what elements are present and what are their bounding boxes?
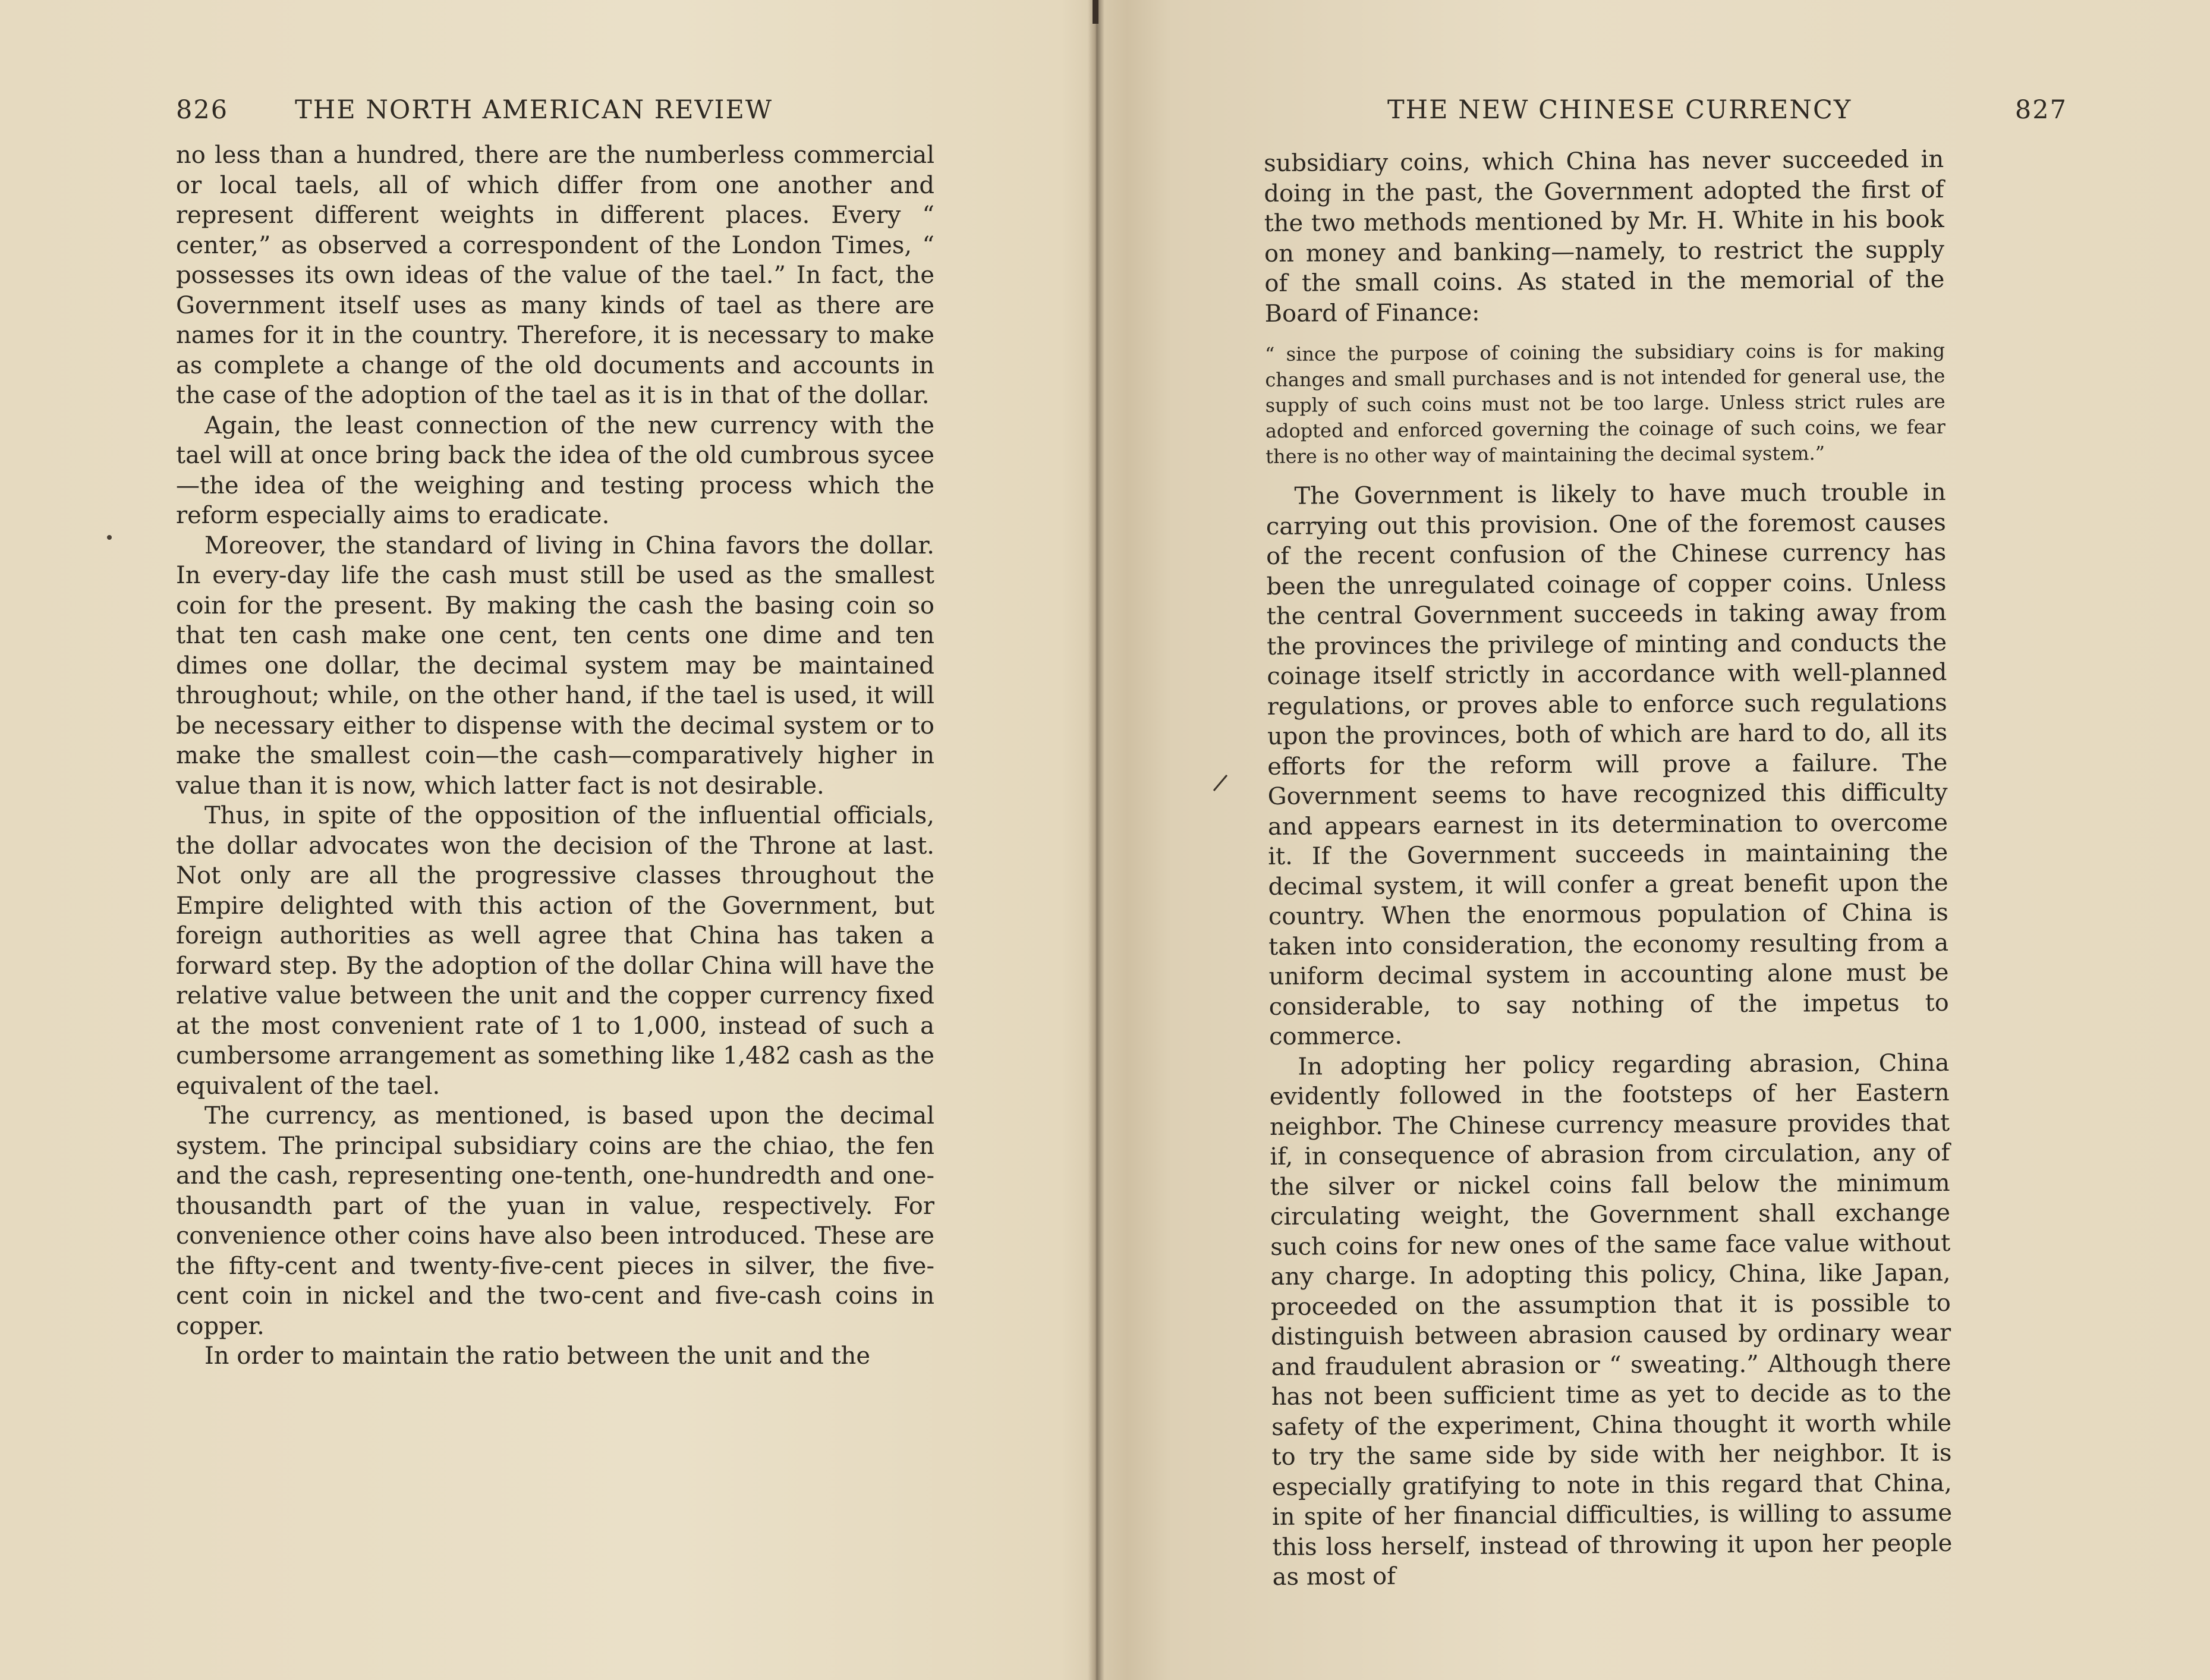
- right-running-head: THE NEW CHINESE CURRENCY: [1387, 95, 1852, 125]
- left-page-number: 826: [176, 95, 229, 125]
- ink-speck: [107, 535, 112, 540]
- spine-edge: [1093, 0, 1098, 24]
- book-gutter: [1088, 0, 1104, 1680]
- paragraph: The Government is likely to have much trouble in carrying out this provision. One of the foremost causes of the recent confusion of the Chinese currency has been the unregulated coinage of copper coins. Unless the central Government succeeds in taking away from the provinces the privilege of minting and conducts the coinage itself strictly in accordance with well-planned regulations, or proves able to enforce such regulations upon the provinces, both of which are hard to do, all its efforts for the reform will prove a failure. The Government seems to have recognized this difficulty and appears earnest in its determination to overcome it. If the Government succeeds in maintaining the decimal system, it will confer a great benefit upon the country. When the enormous population of China is taken into consideration, the economy resulting from a uniform decimal system in accounting alone must be considerable, to say nothing of the impetus to commerce.: [1265, 479, 1949, 1050]
- pencil-mark: [1211, 770, 1229, 794]
- paragraph: subsidiary coins, which China has never succeeded in doing in the past, the Government adopted the first of the two methods mentioned by Mr. H. White in his book on money and banking—namely, to restrict the supply of the small coins. As stated in the memorial of the Board of Finance:: [1264, 146, 1945, 328]
- paragraph: In adopting her policy regarding abrasion, China evidently followed in the footsteps of her Eastern neighbor. The Chinese currency measure provides that if, in consequence of abrasion from circulation, any of the silver or nickel coins fall below the minimum circulating weight, the Government shall exchange such coins for new ones of the same face value without any charge. In adopting this policy, China, like Japan, proceeded on the assumption that it is possible to distinguish between abrasion caused by ordinary wear and fraudulent abrasion or “ sweating.” Although there has not been sufficient time as yet to decide as to the safety of the experiment, China thought it worth while to try the same side by side with her neighbor. It is especially gratifying to note in this regard that China, in spite of her financial difficulties, is willing to assume this loss herself, instead of throwing it upon her people as most of: [1269, 1049, 1953, 1591]
- block-quote: “ since the purpose of coining the subsidiary coins is for making changes and small purchases and is not intended for general use, the supply of such coins must not be too large. Unless strict rules are adopted and enforced governing the coinage of such coins, we fear there is no other way of maintaining the decimal system.”: [1264, 339, 1945, 468]
- paragraph: The currency, as mentioned, is based upon the decimal system. The principal subsidiary coins are the chiao, the fen and the cash, representing one-tenth, one-hundredth and one-thousandth part of the yuan in value, respectively. For convenience other coins have also been introduced. These are the fifty-cent and twenty-five-cent pieces in silver, the five-cent coin in nickel and the two-cent and five-cash coins in copper.: [176, 1102, 934, 1340]
- right-page: [1104, 0, 2210, 1680]
- paragraph: In order to maintain the ratio between the unit and the: [204, 1342, 871, 1370]
- paragraph: Moreover, the standard of living in China favors the dollar. In every-day life the cash must still be used as the smallest coin for the present. By making the cash the basing coin so that ten cash make one cent, ten cents one dime and ten dimes one dollar, the decimal system may be maintained throughout; while, on the other hand, if the tael is used, it will be necessary either to dispense with the decimal system or to make the smallest coin—the cash—comparatively higher in value than it is now, which latter fact is not desirable.: [176, 531, 934, 800]
- left-page-header: [176, 95, 934, 125]
- left-page-body: [176, 140, 934, 1371]
- left-running-head: THE NORTH AMERICAN REVIEW: [295, 95, 773, 125]
- right-page-body: [1264, 144, 1953, 1592]
- left-page: [0, 0, 1088, 1680]
- paragraph: no less than a hundred, there are the numberless commercial or local taels, all of which differ from one another and represent different weights in different places. Every “ center,” as observed a correspondent of the London Times, “ possesses its own ideas of the value of the tael.” In fact, the Government itself uses as many kinds of tael as there are names for it in the country. Therefore, it is necessary to make as complete a change of the old documents and accounts in the case of the adoption of the tael as it is in that of the dollar.: [176, 141, 934, 409]
- right-page-header: [1387, 95, 2067, 125]
- right-page-number: 827: [2014, 95, 2067, 125]
- paragraph: Again, the least connection of the new currency with the tael will at once bring back the idea of the old cumbrous sycee—the idea of the weighing and testing process which the reform especially aims to eradicate.: [176, 411, 934, 529]
- paragraph: Thus, in spite of the opposition of the influential officials, the dollar advocates won the decision of the Throne at last. Not only are all the progressive classes throughout the Empire delighted with this action of the Government, but foreign authorities as well agree that China has taken a forward step. By the adoption of the dollar China will have the relative value between the unit and the copper currency fixed at the most convenient rate of 1 to 1,000, instead of such a cumbersome arrangement as something like 1,482 cash as the equivalent of the tael.: [176, 802, 934, 1100]
